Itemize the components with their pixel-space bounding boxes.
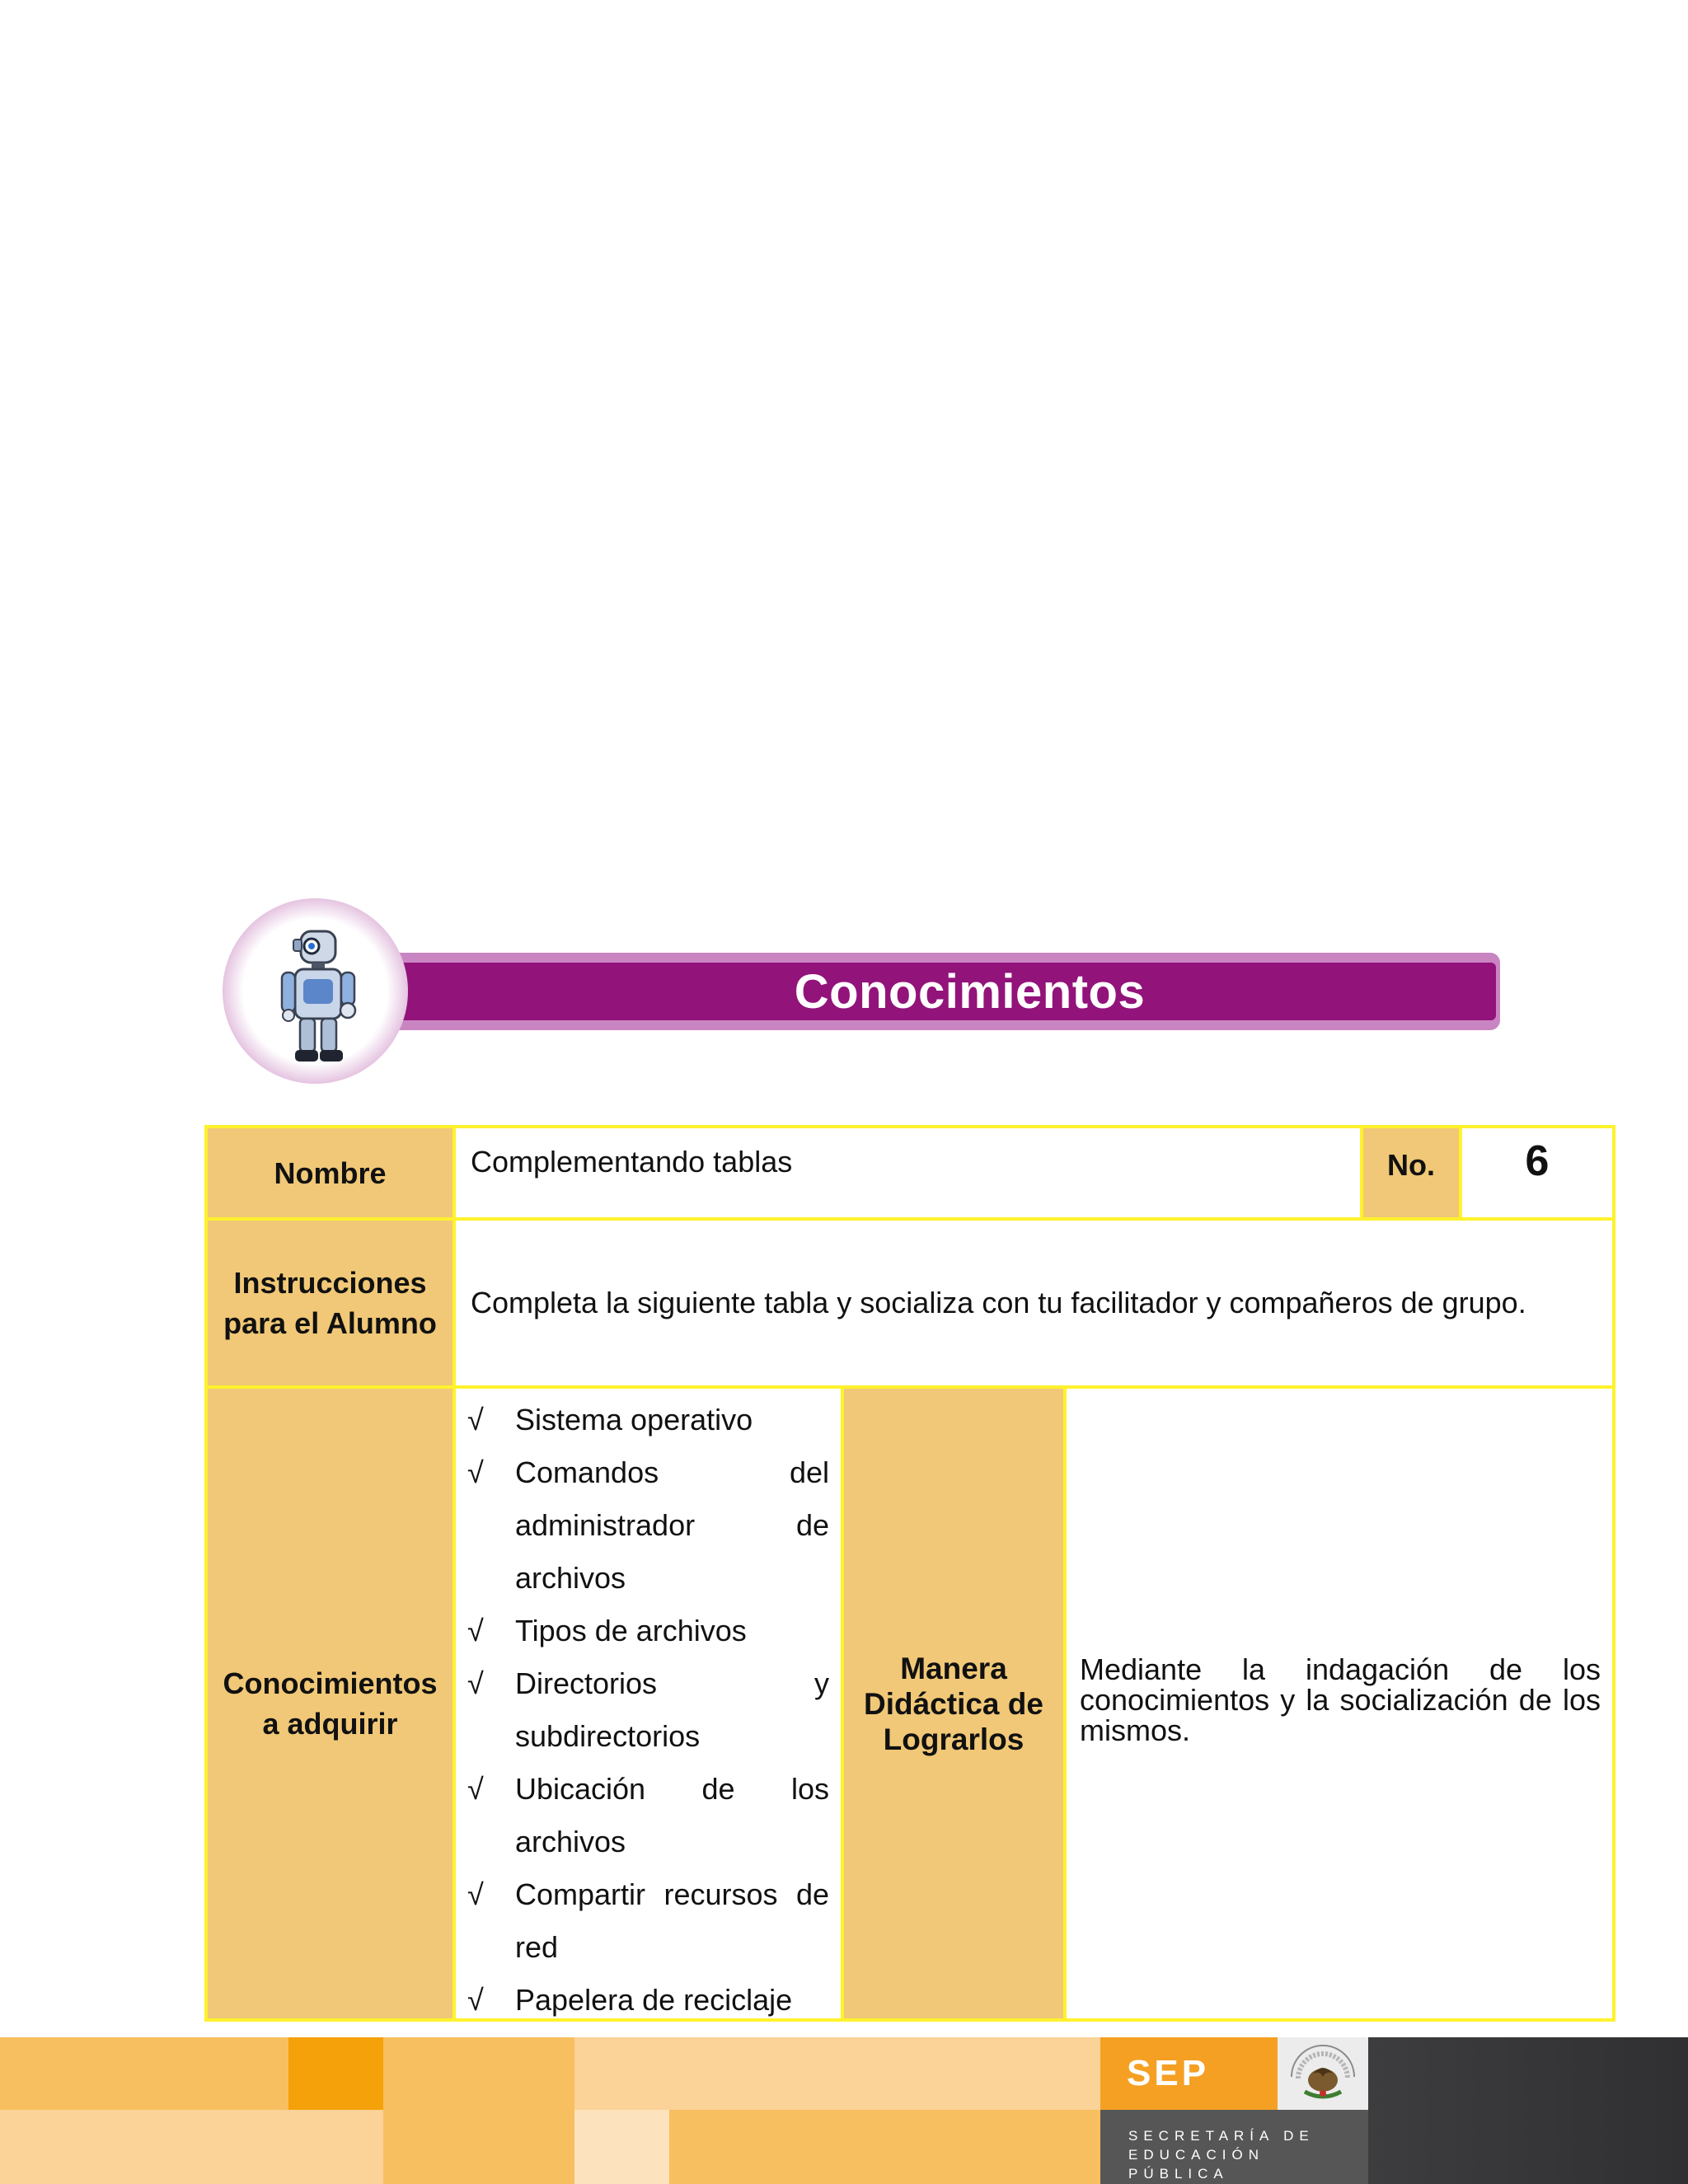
instrucciones-value-cell <box>452 1217 1615 1389</box>
conocimientos-label: Conocimientos a adquirir <box>223 1666 438 1741</box>
instrucciones-label: Instrucciones para el Alumno <box>223 1266 437 1340</box>
nombre-value-cell <box>452 1125 1363 1221</box>
sep-caption <box>1100 2110 1368 2184</box>
activity-table <box>204 1125 1615 2022</box>
check-icon: √ <box>467 1877 484 1911</box>
robot-icon <box>223 898 408 1084</box>
list-item: √ Compartir recursos de red <box>467 1868 829 1974</box>
conocimientos-label-cell <box>204 1385 456 2022</box>
footer-block <box>574 2110 669 2184</box>
manera-value: Mediante la indagación de los conocimientos y la socialización de los mismos. <box>1080 1652 1601 1747</box>
footer <box>0 2037 1688 2184</box>
caption-line-1: SECRETARÍA DE <box>1128 2128 1315 2144</box>
check-icon: √ <box>467 1772 484 1806</box>
list-item: √ Sistema operativo <box>467 1394 829 1446</box>
national-seal-icon <box>1278 2037 1368 2110</box>
check-icon: √ <box>467 1455 484 1489</box>
caption-line-2: EDUCACIÓN PÚBLICA <box>1128 2147 1265 2182</box>
nombre-value: Complementando tablas <box>471 1145 793 1179</box>
robot-emblem <box>223 898 408 1084</box>
check-icon: √ <box>467 1614 484 1647</box>
manera-value-cell <box>1063 1385 1615 2022</box>
check-icon: √ <box>467 1403 484 1436</box>
no-label-cell <box>1360 1125 1462 1221</box>
footer-block <box>383 2037 574 2110</box>
manera-label: Manera Didáctica de Lograrlos <box>864 1651 1043 1756</box>
conocimientos-list <box>452 1385 844 2022</box>
instrucciones-label-cell <box>204 1217 456 1389</box>
sep-logo: SEP <box>1100 2037 1278 2110</box>
footer-block <box>669 2110 1100 2184</box>
nombre-label: Nombre <box>274 1155 387 1190</box>
nombre-label-cell <box>204 1125 456 1221</box>
banner-title: Conocimientos <box>794 964 1146 1019</box>
footer-block <box>288 2037 383 2110</box>
list-item: √ Tipos de archivos <box>467 1605 829 1657</box>
footer-block <box>0 2110 383 2184</box>
section-banner <box>206 890 1566 1096</box>
manera-label-cell <box>841 1385 1067 2022</box>
no-value: 6 <box>1525 1137 1550 1185</box>
list-item: √ Comandos del administrador de archivos <box>467 1446 829 1605</box>
footer-block <box>1368 2037 1688 2184</box>
footer-block <box>383 2110 574 2184</box>
instrucciones-value: Completa la siguiente tabla y socializa con tu facilitador y compañeros de grupo. <box>471 1286 1526 1319</box>
check-icon: √ <box>467 1983 484 2017</box>
list-item: √ Papelera de reciclaje <box>467 1974 829 2027</box>
footer-block <box>574 2037 1100 2110</box>
list-item: √ Ubicación de los archivos <box>467 1763 829 1868</box>
no-label: No. <box>1387 1148 1435 1182</box>
list-item: √ Directorios y subdirectorios <box>467 1657 829 1763</box>
footer-block <box>0 2037 288 2110</box>
check-icon: √ <box>467 1666 484 1700</box>
no-value-cell <box>1459 1125 1615 1221</box>
